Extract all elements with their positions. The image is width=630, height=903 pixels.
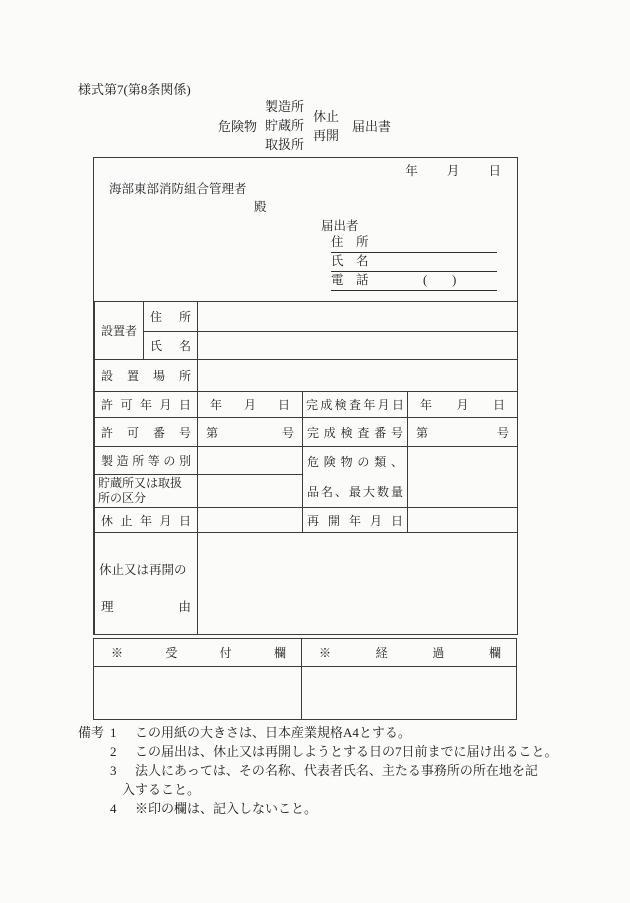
notifier-name-label: 氏 名 <box>331 254 369 268</box>
reason-value-cell <box>198 533 518 635</box>
note-line <box>0 723 630 742</box>
reason-label-line2: 理 由 <box>101 600 191 614</box>
main-table <box>94 301 518 635</box>
facility-type-value-cell <box>198 447 303 475</box>
number-suffix: 号 <box>281 425 294 440</box>
facility-type-label-cell: 製 造 所 等 の 別 <box>95 447 198 475</box>
storage-category-value-cell <box>198 475 303 508</box>
number-prefix: 第 <box>416 425 429 440</box>
facility-option-chozousho: 貯蔵所 <box>265 118 305 133</box>
hazmat-value-cell <box>408 447 518 508</box>
hazmat-label-line1: 危険物の類、 <box>307 455 403 469</box>
installer-address-label-cell: 住 所 <box>144 302 198 332</box>
notifier-address-label: 住 所 <box>331 235 369 249</box>
note-line <box>0 742 630 761</box>
progress-value-cell <box>302 667 517 720</box>
admin-table <box>93 638 517 720</box>
note-text: この用紙の大きさは、日本産業規格A4とする。 <box>135 725 411 740</box>
form-number: 様式第7(第8条関係) <box>78 82 191 97</box>
action-options <box>313 107 339 145</box>
note-number: 2 <box>110 744 117 759</box>
notifier-address-field <box>331 233 497 253</box>
note-number: 1 <box>110 725 117 740</box>
reception-column-header: ※ 受 付 欄 <box>94 639 302 667</box>
note-text-continuation: 入すること。 <box>122 782 201 797</box>
number-suffix: 号 <box>497 425 510 440</box>
note-text: この届出は、休止又は再開しようとする日の7日前までに届け出ること。 <box>135 744 558 759</box>
facility-options <box>265 97 304 154</box>
action-option-saikai: 再開 <box>313 127 340 143</box>
storage-category-line1: 貯蔵所又は取扱 <box>98 476 183 490</box>
note-line <box>0 780 630 799</box>
storage-category-line2: 所の区分 <box>98 491 147 505</box>
form-header <box>94 158 517 301</box>
suspend-date-label-cell: 休 止 年 月 日 <box>95 508 198 533</box>
permit-date-label-cell: 許 可 年 月 日 <box>95 392 198 418</box>
progress-column-header: ※ 経 過 欄 <box>302 639 517 667</box>
installer-name-label-cell: 氏 名 <box>144 332 198 360</box>
facility-option-toriatsukaisho: 取扱所 <box>265 137 305 152</box>
reception-value-cell <box>94 667 302 720</box>
notes-heading: 備考 <box>78 725 105 740</box>
completion-date-label-cell: 完成検査年月日 <box>303 392 408 418</box>
notes-section <box>0 723 630 818</box>
reason-label-line1: 休止又は再開の <box>99 563 187 577</box>
location-value-cell <box>198 360 518 392</box>
action-option-kyuushi: 休止 <box>313 108 340 124</box>
reason-label-cell <box>95 533 198 635</box>
notifier-label: 届出者 <box>321 219 359 233</box>
notifier-name-field <box>331 252 497 272</box>
completion-date-value-cell: 年 月 日 <box>408 392 518 418</box>
installer-address-value-cell <box>198 302 518 332</box>
note-text: ※印の欄は、記入しないこと。 <box>135 801 318 816</box>
note-line <box>0 799 630 818</box>
permit-number-label-cell: 許 可 番 号 <box>95 418 198 447</box>
title-suffix: 届出書 <box>352 119 392 134</box>
facility-option-seizousho: 製造所 <box>265 99 305 114</box>
completion-number-label-cell: 完成検査番号 <box>303 418 408 447</box>
note-text: 法人にあっては、その名称、代表者氏名、主たる事務所の所在地を記 <box>135 763 538 778</box>
title-prefix: 危険物 <box>218 119 258 134</box>
resume-date-value-cell <box>408 508 518 533</box>
number-prefix: 第 <box>206 425 219 440</box>
completion-number-value-cell <box>408 418 518 447</box>
note-number: 3 <box>110 763 117 778</box>
notifier-phone-label: 電 話 <box>331 273 369 287</box>
note-number: 4 <box>110 801 117 816</box>
hazmat-label-cell <box>303 447 408 508</box>
honorific: 殿 <box>254 200 267 214</box>
addressee: 海部東部消防組合管理者 <box>109 182 247 196</box>
note-line <box>0 761 630 780</box>
installer-label-cell: 設置者 <box>95 302 144 360</box>
hazmat-label-line2: 品名、最大数量 <box>307 485 403 499</box>
suspend-date-value-cell <box>198 508 303 533</box>
resume-date-label-cell: 再 開 年 月 日 <box>303 508 408 533</box>
installer-name-value-cell <box>198 332 518 360</box>
permit-number-value-cell <box>198 418 303 447</box>
phone-parens: ( ) <box>423 273 457 287</box>
location-label-cell: 設 置 場 所 <box>95 360 198 392</box>
permit-date-value-cell: 年 月 日 <box>198 392 303 418</box>
form-title <box>218 97 391 154</box>
date-placeholder: 年 月 日 <box>405 164 501 178</box>
notifier-phone-field <box>331 271 497 291</box>
storage-category-label-cell <box>95 475 198 508</box>
main-form-box <box>93 157 518 635</box>
